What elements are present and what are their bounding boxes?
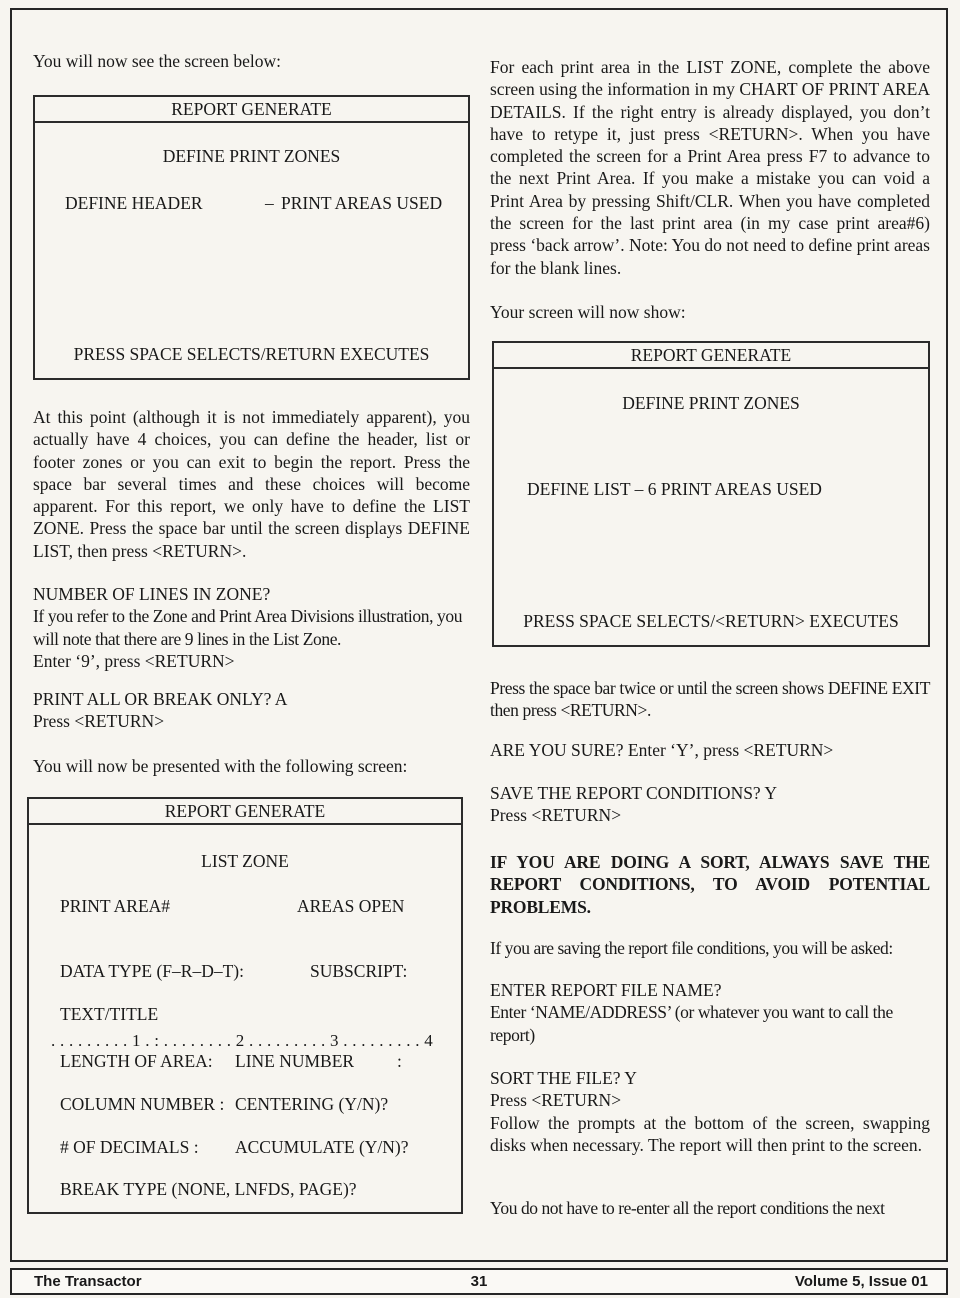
heading-print-all: PRINT ALL OR BREAK ONLY? A [33, 689, 288, 709]
screen-box-report-generate-3 [492, 341, 930, 647]
left-column [33, 0, 470, 1262]
label-column-number: COLUMN NUMBER : [60, 1094, 225, 1114]
line-are-you-sure: ARE YOU SURE? Enter ‘Y’, press <RETURN> [490, 740, 834, 760]
block-save-conditions [490, 782, 930, 827]
screen-subtitle: DEFINE PRINT ZONES [622, 393, 800, 413]
label-line-number: LINE NUMBER [235, 1051, 355, 1071]
label-list-zone: LIST ZONE [201, 851, 289, 871]
note-sort-warning: IF YOU ARE DOING A SORT, ALWAYS SAVE THE REPORT CONDITIONS, TO AVOID POTENTIAL PROBLEMS. [490, 852, 930, 917]
paragraph-follow-prompts: Follow the prompts at the bottom of the screen, swapping disks when necessary. The report will then print to the screen. [490, 1112, 930, 1155]
line-press-return-2: Press <RETURN> [490, 805, 622, 826]
block-sort-file [490, 1067, 930, 1156]
label-break-type: BREAK TYPE (NONE, LNFDS, PAGE)? [60, 1179, 357, 1199]
label-text-title: TEXT/TITLE [60, 1004, 159, 1024]
option-dash: – [265, 193, 274, 213]
intro-text: You will now see the screen below: [33, 51, 282, 71]
option-define-list: DEFINE LIST – 6 PRINT AREAS USED [527, 479, 822, 499]
paragraph-choices: At this point (although it is not immediately apparent), you actually have 4 choices, you can define the header, list or footer zones or you can exit to begin the report. Press the space bar several times and these choices will become apparent. For this report, we only have to define the LIST ZONE. Press the space bar until the screen displays DEFINE LIST, then press <RETURN>. [33, 407, 470, 561]
label-subscript: SUBSCRIPT: [310, 961, 408, 981]
footer-issue: Volume 5, Issue 01 [794, 1273, 928, 1290]
screen-subtitle: DEFINE PRINT ZONES [162, 146, 341, 166]
label-centering: CENTERING (Y/N)? [235, 1094, 389, 1114]
block-print-all [33, 688, 470, 733]
line-press-return: Press <RETURN> [33, 711, 165, 732]
line-following-screen: You will now be presented with the following screen: [33, 756, 408, 776]
screen-box-report-generate-2 [27, 797, 463, 1214]
paragraph-enter-name: Enter ‘NAME/ADDRESS’ (or whatever you want to call the report) [490, 1002, 893, 1045]
label-accumulate: ACCUMULATE (Y/N)? [235, 1137, 409, 1157]
line-reenter-conditions: You do not have to re-enter all the report conditions the next [490, 1198, 885, 1218]
screen-title: REPORT GENERATE [35, 97, 468, 123]
right-column [490, 0, 930, 1262]
line-screen-will-show: Your screen will now show: [490, 302, 686, 322]
line-saving-asked: If you are saving the report file conditions, you will be asked: [490, 938, 893, 958]
footer-bar [10, 1268, 948, 1295]
option-define-header: DEFINE HEADER [65, 193, 203, 213]
line-enter-9: Enter ‘9’, press <RETURN> [33, 650, 235, 671]
paragraph-zone-lines: If you refer to the Zone and Print Area Divisions illustration, you will note that there are 9 lines in the List Zone. [33, 606, 463, 649]
line-sort-file: SORT THE FILE? Y [490, 1068, 637, 1088]
screen-box-report-generate-1 [33, 95, 470, 380]
screen-title: REPORT GENERATE [494, 343, 928, 369]
screen-title: REPORT GENERATE [29, 799, 461, 825]
paragraph-print-areas: For each print area in the LIST ZONE, complete the above screen using the information in my CHART OF PRINT AREA DETAILS. If the right entry is already displayed, you don’t have to retype it, just press <RETURN>. When you have completed the screen for a Print Area press F7 to advance to the next Print Area. If you make a mistake you can void a Print Area by pressing Shift/CLR. When you have completed the screen for the last print area (in my case print area#6) press ‘back arrow’. Note: You do not need to define print areas for the blank lines. [490, 57, 930, 278]
label-print-area: PRINT AREA# [60, 896, 171, 916]
label-areas-open: AREAS OPEN [297, 896, 405, 916]
paragraph-define-exit: Press the space bar twice or until the screen shows DEFINE EXIT then press <RETURN>. [490, 678, 930, 721]
label-decimals: # OF DECIMALS : [60, 1137, 199, 1157]
label-data-type: DATA TYPE (F–R–D–T): [60, 961, 244, 981]
line-save-conditions: SAVE THE REPORT CONDITIONS? Y [490, 783, 778, 803]
footer-page-number: 31 [470, 1273, 488, 1290]
screen-prompt: PRESS SPACE SELECTS/<RETURN> EXECUTES [523, 611, 899, 631]
line-enter-file-name: ENTER REPORT FILE NAME? [490, 980, 722, 1000]
footer-journal-name: The Transactor [34, 1273, 142, 1290]
screen-prompt: PRESS SPACE SELECTS/RETURN EXECUTES [73, 344, 430, 364]
block-file-name [490, 979, 930, 1046]
column-ruler: . . . . . . . . . 1 . : . . . . . . . . 2 . . . . . . . . . 3 . . . . . . . . . 4 [51, 1031, 433, 1050]
block-number-of-lines [33, 583, 470, 672]
heading-number-of-lines: NUMBER OF LINES IN ZONE? [33, 584, 271, 604]
option-print-areas-used: PRINT AREAS USED [281, 193, 443, 213]
line-press-return-3: Press <RETURN> [490, 1090, 622, 1111]
label-length-of-area: LENGTH OF AREA: [60, 1051, 213, 1071]
label-line-number-colon: : [397, 1051, 402, 1071]
